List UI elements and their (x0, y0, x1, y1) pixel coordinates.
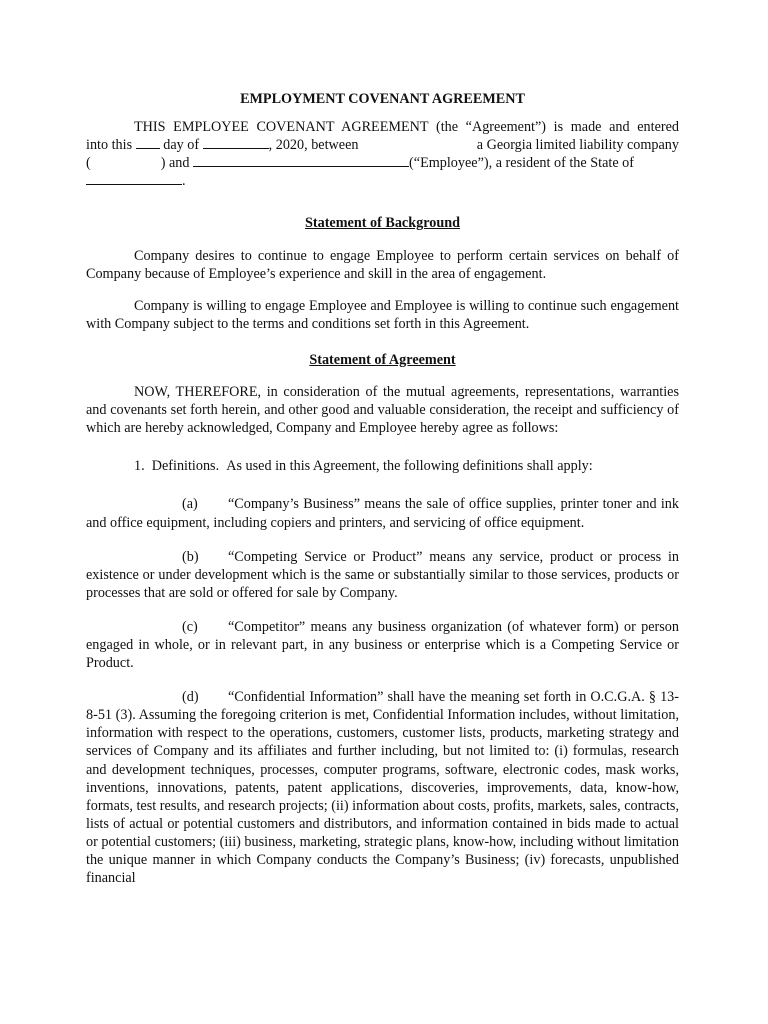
definition-d-text: “Confidential Information” shall have the meaning set forth in O.C.G.A. § 13-8-51 (3). Assuming the foregoing criterion is met, Confidential Information includes, without limitation, information with respect to the operations, customers, customer lists, products, marketing strategy and services of Company and its affiliates and further including, but not limited to: (i) formulas, research and development techniques, processes, computer programs, software, electronic codes, mask works, inventions, innovations, patents, patent applications, discoveries, improvements, data, know-how, formats, test results, and research projects; (ii) information about costs, profits, markets, sales, contracts, lists of actual or potential customers and distributors, and information contained in bids made to actual or potential customers; (iii) business, marketing, strategic plans, know-how, including without limitation the unique manner in which Company conducts the Company’s Business; (iv) forecasts, unpublished financial (86, 689, 679, 887)
month-blank (203, 136, 269, 149)
definitions-item: 1. Definitions. As used in this Agreement, the following definitions shall apply: (134, 458, 593, 475)
background-paragraph-2: Company is willing to engage Employee and Employee is willing to continue such engagement with Company subject to the terms and conditions set forth in this Agreement. (86, 297, 679, 332)
intro-period: . (182, 173, 186, 190)
intro-employee: (“Employee”), a resident of the State of (409, 155, 634, 172)
definition-c (86, 618, 679, 672)
definition-c-text: “Competitor” means any business organization (of whatever form) or person engaged in whole, or in relevant part, in any business or enterprise which is a Competing Service or Product. (86, 618, 679, 672)
intro-open-paren: ( (86, 155, 91, 172)
definition-b (86, 548, 679, 602)
intro-and: ) and (160, 155, 190, 172)
intro-year: , 2020, between (268, 137, 359, 154)
intro-line-3 (86, 154, 679, 172)
agreement-paragraph: NOW, THEREFORE, in consideration of the mutual agreements, representations, warranties and covenants set forth herein, and other good and valuable consideration, the receipt and sufficiency of which are hereby acknowledged, Company and Employee hereby agree as follows: (86, 384, 679, 437)
definition-a-label: (a) (182, 496, 198, 513)
intro-line-1: THIS EMPLOYEE COVENANT AGREEMENT (the “Agreement”) is made and entered (134, 119, 679, 136)
intro-line-4 (86, 172, 679, 190)
intro-day-of: day of (163, 137, 200, 154)
intro-into-this: into this (86, 137, 133, 154)
document-page (86, 90, 679, 887)
definition-b-text: “Competing Service or Product” means any service, product or process in existence or under development which is the same or substantially similar to those services, products or processes that are sold or offered for sale by Company. (86, 548, 679, 601)
state-blank (86, 172, 182, 185)
intro-paragraph (86, 118, 679, 190)
definition-b-label: (b) (182, 548, 199, 565)
intro-line-2 (86, 136, 679, 154)
agreement-heading: Statement of Agreement (309, 351, 456, 368)
definition-a-text: “Company’s Business” means the sale of office supplies, printer toner and ink and office equipment, including copiers and printers, and servicing of office equipment. (86, 496, 679, 531)
document-title: EMPLOYMENT COVENANT AGREEMENT (240, 91, 525, 107)
background-paragraph-1: Company desires to continue to engage Employee to perform certain services on behalf of Company because of Employee’s experience and skill in the area of engagement. (86, 247, 679, 282)
definition-a (86, 495, 679, 531)
background-heading: Statement of Background (304, 215, 461, 232)
day-blank (136, 136, 160, 149)
definition-d-label: (d) (182, 689, 199, 706)
definition-c-label: (c) (182, 618, 198, 635)
employee-name-blank (193, 154, 409, 167)
definition-d (86, 688, 679, 887)
intro-georgia-llc: a Georgia limited liability company (476, 137, 679, 154)
